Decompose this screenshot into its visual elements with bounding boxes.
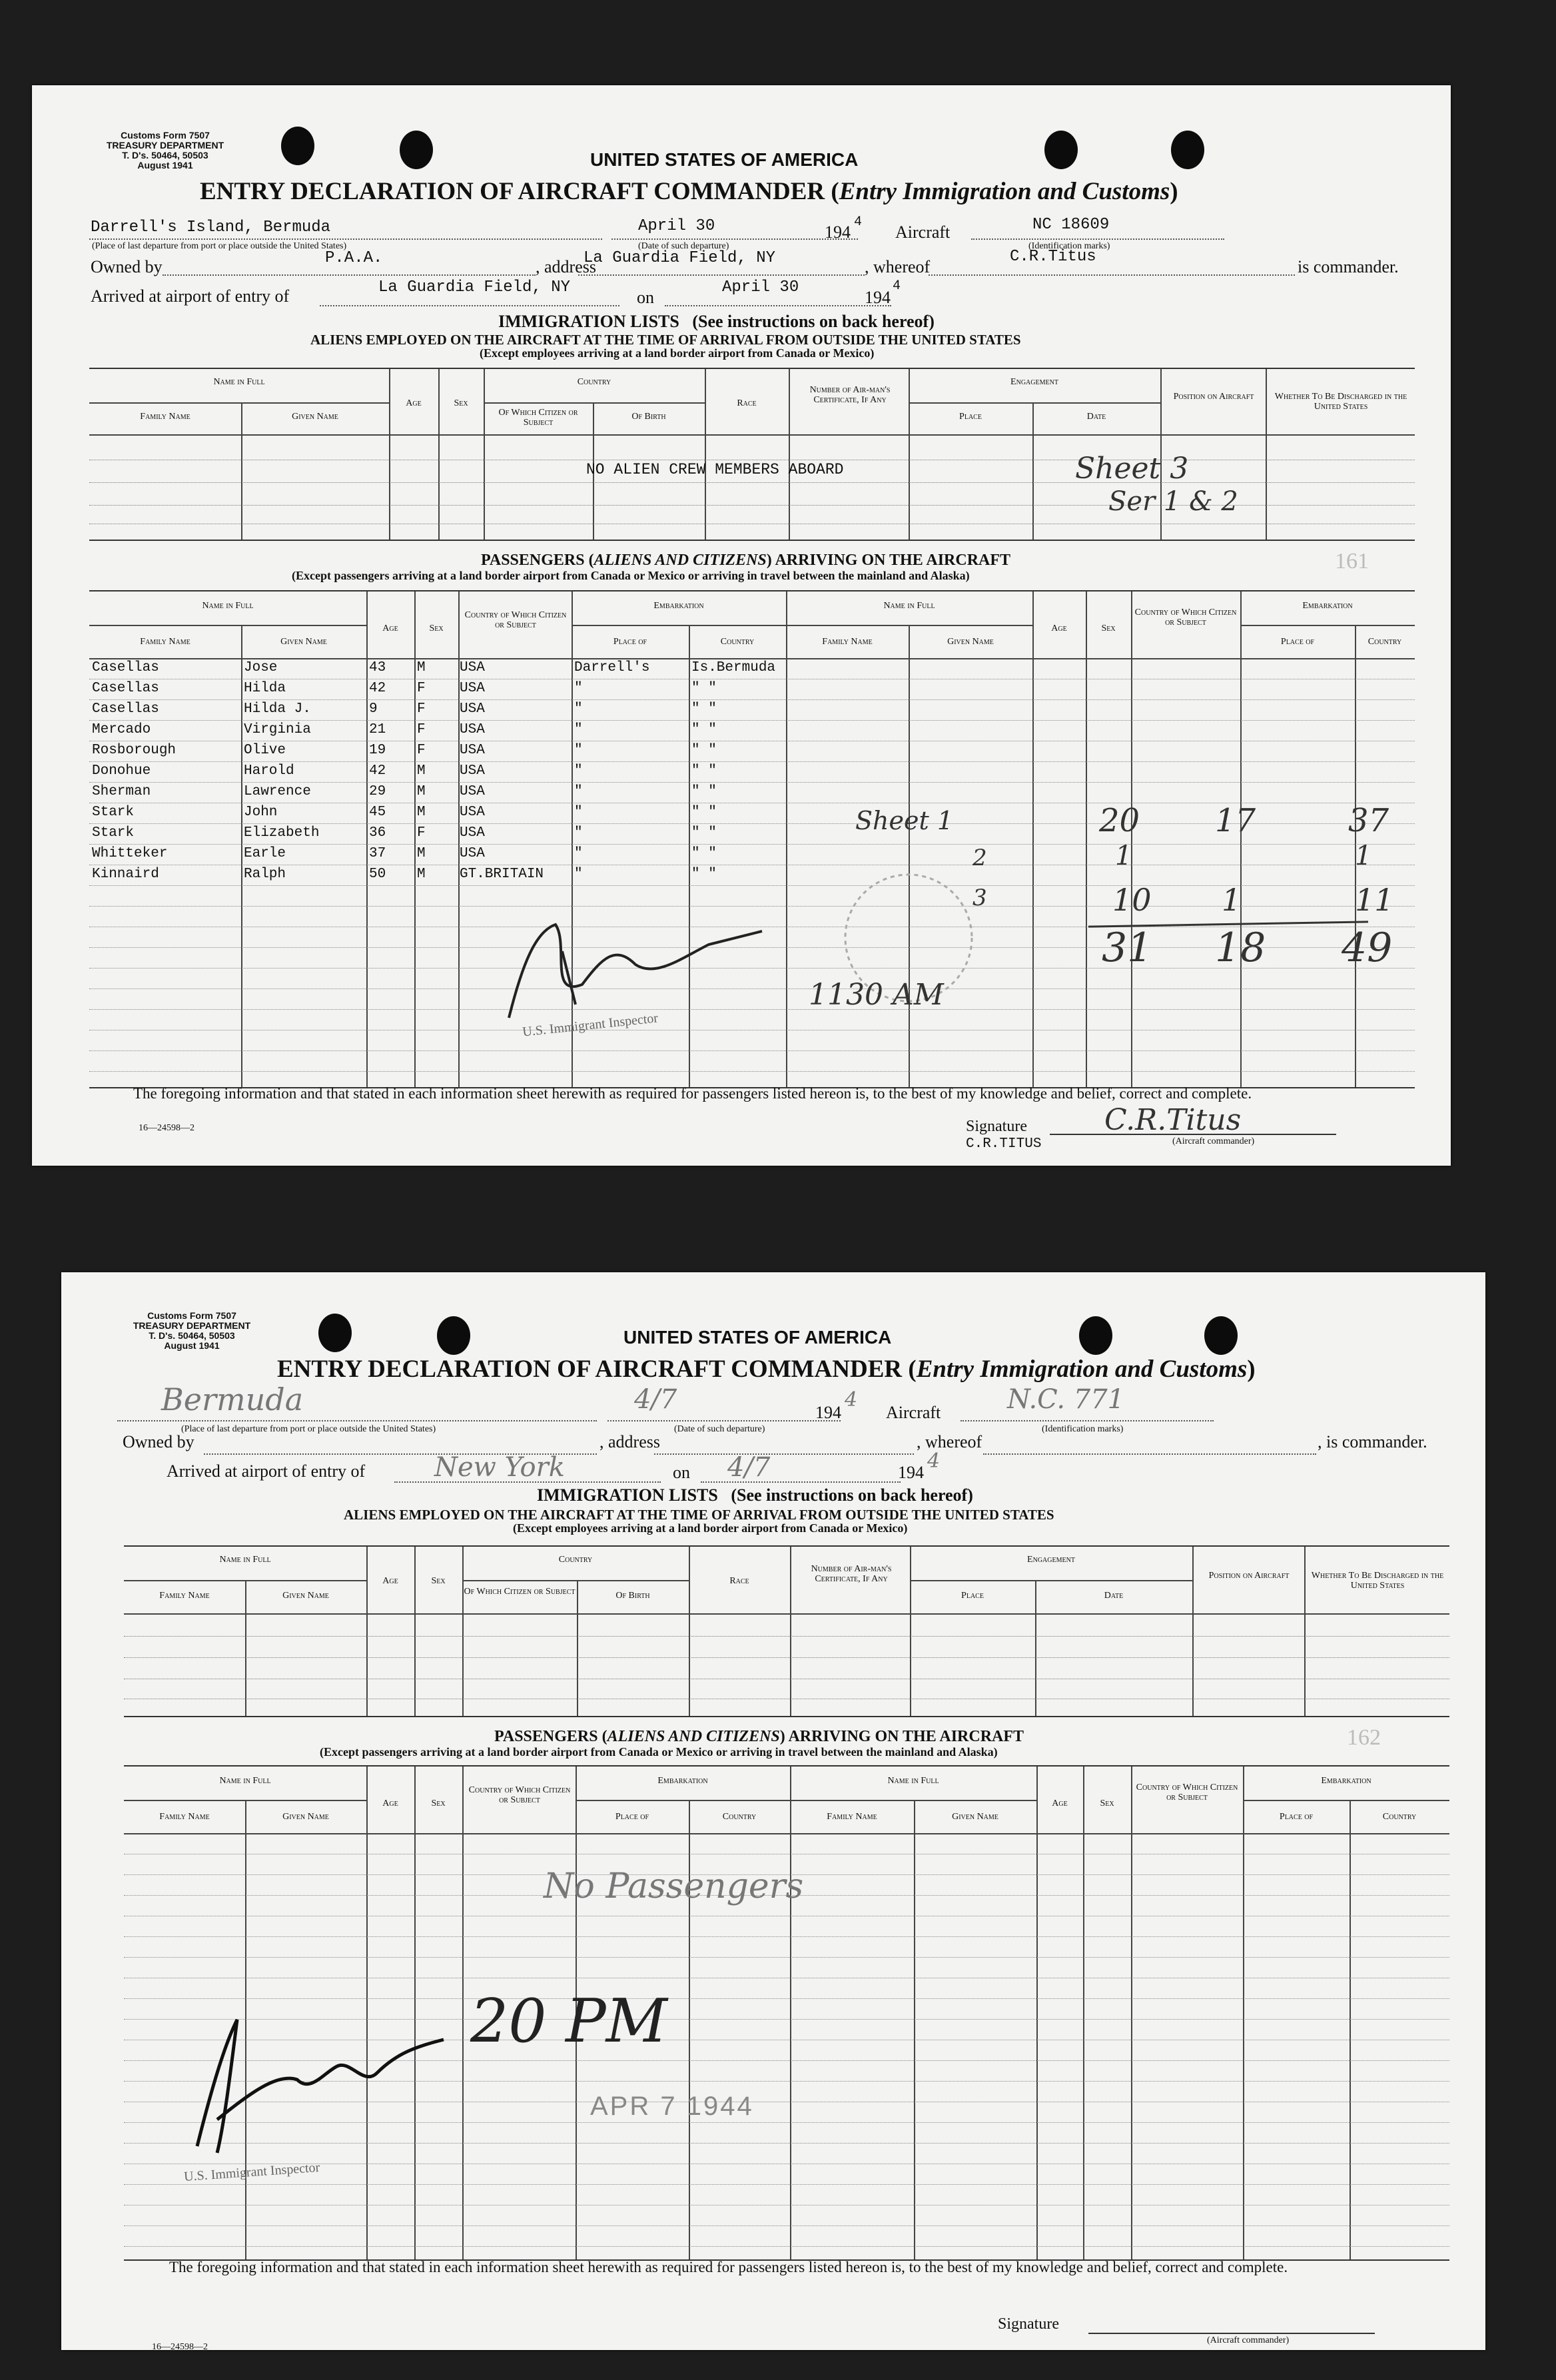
cell-age: 37 <box>369 846 386 861</box>
col-age: Age <box>406 398 422 408</box>
margin-number: 162 <box>1347 1725 1381 1750</box>
cell-family: Casellas <box>92 681 159 696</box>
col-sex: Sex <box>431 1798 446 1808</box>
passengers-heading: PASSENGERS (ALIENS AND CITIZENS) ARRIVING ON THE AIRCRAFT <box>494 1728 1024 1745</box>
tally-b: 18 <box>1215 925 1266 971</box>
col-family-name-2: Family Name <box>827 1812 877 1822</box>
cell-place: " <box>574 867 583 882</box>
col-place-of: Place of <box>613 637 647 647</box>
col-sex-2: Sex <box>1100 1798 1114 1808</box>
declaration-sheet-2 <box>61 1272 1485 2350</box>
col-sex-2: Sex <box>1101 623 1116 633</box>
date-stamp: APR 7 1944 <box>590 2092 754 2121</box>
cell-given: Hilda J. <box>244 701 311 717</box>
punch-hole <box>1171 131 1204 169</box>
table-row <box>124 2164 1449 2185</box>
form-number: 16—24598—2 <box>139 1123 195 1133</box>
col-place-of-2: Place of <box>1279 1812 1314 1822</box>
table-row <box>89 844 1415 865</box>
cell-place: " <box>574 701 583 717</box>
table-row <box>124 2205 1449 2226</box>
cell-citizen: USA <box>460 743 485 758</box>
arrival-airport: La Guardia Field, NY <box>378 278 571 296</box>
cell-sex: M <box>417 784 426 799</box>
col-race: Race <box>729 1576 749 1586</box>
col-family-name: Family Name <box>159 1812 210 1822</box>
date-of-departure: April 30 <box>638 217 715 235</box>
table-row <box>89 699 1415 721</box>
col-race: Race <box>737 398 757 408</box>
on-label: on <box>637 288 654 307</box>
cell-citizen: USA <box>460 681 485 696</box>
cell-given: Jose <box>244 660 278 675</box>
time-note: 20 PM <box>470 1986 667 2056</box>
aircraft-id: N.C. 771 <box>1007 1384 1125 1415</box>
col-position: Position on Aircraft <box>1208 1571 1290 1581</box>
cell-sex: M <box>417 846 426 861</box>
passengers-subheading: (Except passengers arriving at a land border airport from Canada or Mexico or arriving in travel between the mainland and Alaska) <box>292 569 970 582</box>
whereof-label: , whereof <box>917 1432 982 1451</box>
col-given-name: Given Name <box>282 1591 329 1601</box>
table-row <box>89 1050 1415 1072</box>
col-name-in-full-2: Name in Full <box>887 1776 939 1786</box>
crew-table <box>124 1545 1449 1717</box>
cell-sex: F <box>417 701 426 717</box>
passengers-heading-label: PASSENGERS <box>481 552 585 569</box>
cell-family: Sherman <box>92 784 151 799</box>
crew-table <box>89 368 1415 541</box>
aircraft-id: NC 18609 <box>1032 216 1110 234</box>
col-name-in-full: Name in Full <box>219 1555 271 1565</box>
punch-hole <box>437 1316 470 1355</box>
cell-sex: M <box>417 763 426 779</box>
col-country: Country <box>720 637 755 647</box>
table-row <box>89 761 1415 783</box>
time-note: 1130 AM <box>809 978 944 1012</box>
col-citizen-of-2: Country of Which Citizen or Subject <box>1136 1783 1238 1802</box>
col-age-2: Age <box>1052 1798 1068 1808</box>
punch-hole <box>400 131 433 169</box>
cell-family: Stark <box>92 825 135 841</box>
imm-lists-label: IMMIGRATION LISTS <box>498 312 679 331</box>
form-number: 16—24598—2 <box>152 2342 208 2352</box>
col-place-of-2: Place of <box>1280 637 1315 647</box>
aliens-subheading: (Except employees arriving at a land border airport from Canada or Mexico) <box>480 346 875 360</box>
table-row <box>124 2225 1449 2247</box>
caption-date: (Date of such departure) <box>674 1424 765 1434</box>
col-family-name: Family Name <box>159 1591 210 1601</box>
tally-a: 1 <box>1115 841 1132 871</box>
title-italic: Entry Immigration and Customs <box>839 178 1170 205</box>
col-engagement: Engagement <box>1010 377 1058 387</box>
tally-a: 10 <box>1112 882 1152 918</box>
col-discharged: Whether To Be Discharged in the United States <box>1274 392 1407 412</box>
caption-place: (Place of last departure from port or place outside the United States) <box>181 1424 436 1434</box>
year-prefix: 194 <box>825 222 851 242</box>
date-of-departure: 4/7 <box>634 1384 677 1415</box>
cell-place: " <box>574 763 583 779</box>
tally-c: 11 <box>1355 882 1394 918</box>
passenger-table <box>89 590 1415 1088</box>
cell-age: 43 <box>369 660 386 675</box>
passengers-heading-label: PASSENGERS <box>494 1728 598 1745</box>
cell-country: " " <box>691 763 717 779</box>
arrival-date: April 30 <box>722 278 799 296</box>
cell-citizen: USA <box>460 660 485 675</box>
cell-country: " " <box>691 784 717 799</box>
place-of-departure: Darrell's Island, Bermuda <box>91 218 331 236</box>
arrival-year-digit: 4 <box>927 1449 941 1473</box>
passengers-heading-rest: ARRIVING ON THE AIRCRAFT <box>775 552 1011 569</box>
cell-given: Olive <box>244 743 286 758</box>
tally-label: Sheet 1 <box>855 806 954 835</box>
title-main: ENTRY DECLARATION OF AIRCRAFT COMMANDER ( <box>277 1356 917 1383</box>
col-citizen-of-2: Country of Which Citizen or Subject <box>1134 607 1237 627</box>
inspector-signature <box>177 1993 457 2166</box>
tally-a: 31 <box>1102 925 1153 971</box>
imm-lists-label: IMMIGRATION LISTS <box>537 1485 718 1505</box>
col-given-name-2: Given Name <box>947 637 994 647</box>
col-discharged: Whether To Be Discharged in the United States <box>1311 1571 1444 1591</box>
cell-family: Kinnaird <box>92 867 159 882</box>
col-citizen-of: Country of Which Citizen or Subject <box>468 1785 571 1805</box>
cell-family: Donohue <box>92 763 151 779</box>
cell-sex: F <box>417 681 426 696</box>
form-number-label: Customs Form 7507 <box>147 1310 236 1321</box>
cell-given: Ralph <box>244 867 286 882</box>
caption-ident: (Identification marks) <box>1042 1424 1124 1434</box>
owner: P.A.A. <box>325 249 383 267</box>
cell-sex: F <box>417 722 426 737</box>
col-engagement-place: Place <box>961 1591 984 1601</box>
col-airman-cert: Number of Air-man's Certificate, If Any <box>811 1564 892 1584</box>
cell-country: " " <box>691 743 717 758</box>
table-row <box>124 1936 1449 1958</box>
cell-family: Mercado <box>92 722 151 737</box>
passengers-heading-rest: ARRIVING ON THE AIRCRAFT <box>788 1728 1024 1745</box>
form-date-label: August 1941 <box>137 160 193 171</box>
punch-hole <box>318 1314 352 1352</box>
cell-place: " <box>574 846 583 861</box>
cell-citizen: USA <box>460 846 485 861</box>
table-row <box>89 679 1415 700</box>
cell-age: 42 <box>369 763 386 779</box>
col-position: Position on Aircraft <box>1173 392 1254 402</box>
table-row <box>124 1957 1449 1978</box>
page-title <box>200 177 1178 206</box>
col-citizen-of: Of Which Citizen or Subject <box>464 1587 576 1597</box>
passenger-table <box>124 1765 1449 2261</box>
table-row <box>89 865 1415 886</box>
tally-c: 37 <box>1348 802 1389 839</box>
title-close: ) <box>1170 178 1178 205</box>
cell-sex: F <box>417 743 426 758</box>
tally-label: 3 <box>973 885 987 911</box>
cell-age: 36 <box>369 825 386 841</box>
col-age: Age <box>382 623 398 633</box>
col-of-birth: Of Birth <box>631 412 666 422</box>
td-label: T. D's. 50464, 50503 <box>149 1330 235 1341</box>
cell-family: Stark <box>92 805 135 820</box>
cell-given: Earle <box>244 846 286 861</box>
col-sex: Sex <box>454 398 468 408</box>
cell-sex: F <box>417 825 426 841</box>
col-country: Country <box>558 1555 593 1565</box>
page-title <box>277 1355 1256 1384</box>
col-of-birth: Of Birth <box>615 1591 650 1601</box>
col-family-name: Family Name <box>140 637 191 647</box>
col-name-in-full: Name in Full <box>202 601 254 611</box>
col-citizen-of: Country of Which Citizen or Subject <box>464 610 567 630</box>
no-passengers-note: No Passengers <box>544 1866 804 1906</box>
col-country-2: Country <box>1367 637 1402 647</box>
passengers-heading: PASSENGERS (ALIENS AND CITIZENS) ARRIVING ON THE AIRCRAFT <box>481 552 1011 569</box>
cell-given: John <box>244 805 278 820</box>
punch-hole <box>1044 131 1078 169</box>
signature-caption: (Aircraft commander) <box>1207 2335 1290 2345</box>
col-place-of: Place of <box>615 1812 649 1822</box>
cell-country: " " <box>691 825 717 841</box>
arrival-year-digit: 4 <box>893 278 901 294</box>
cell-age: 42 <box>369 681 386 696</box>
cell-country: " " <box>691 805 717 820</box>
cell-country: " " <box>691 681 717 696</box>
cell-citizen: USA <box>460 784 485 799</box>
owned-by-label: Owned by <box>91 257 163 276</box>
cell-place: Darrell's <box>574 660 650 675</box>
form-header <box>112 1311 272 1351</box>
commander-signature: C.R.Titus <box>1104 1103 1242 1137</box>
col-sex: Sex <box>431 1576 446 1586</box>
cell-family: Rosborough <box>92 743 177 758</box>
cell-country: " " <box>691 701 717 717</box>
col-embarkation-2: Embarkation <box>1321 1776 1371 1786</box>
col-engagement-date: Date <box>1086 412 1106 422</box>
caption-ident: (Identification marks) <box>1028 241 1110 251</box>
cell-sex: M <box>417 867 426 882</box>
tally-label: 2 <box>973 845 987 871</box>
title-italic: Entry Immigration and Customs <box>916 1356 1248 1383</box>
col-engagement-date: Date <box>1104 1591 1124 1601</box>
tally-b: 1 <box>1222 882 1242 918</box>
arrival-airport: New York <box>434 1452 565 1483</box>
address-label: , address <box>599 1432 660 1451</box>
is-commander-label: , is commander. <box>1318 1432 1427 1451</box>
table-row <box>124 2184 1449 2205</box>
signature-label: Signature <box>966 1118 1027 1135</box>
cell-country: " " <box>691 722 717 737</box>
col-engagement: Engagement <box>1027 1555 1075 1565</box>
col-given-name: Given Name <box>280 637 327 647</box>
passengers-heading-italic: ALIENS AND CITIZENS <box>593 552 767 569</box>
imm-lists-note: (See instructions on back hereof) <box>731 1485 973 1505</box>
cell-age: 21 <box>369 722 386 737</box>
td-label: T. D's. 50464, 50503 <box>122 150 208 161</box>
crew-note-ser: Ser 1 & 2 <box>1108 486 1238 517</box>
tally-a: 20 <box>1099 802 1140 839</box>
passengers-heading-italic: ALIENS AND CITIZENS <box>607 1728 780 1745</box>
cell-age: 50 <box>369 867 386 882</box>
tally-c: 1 <box>1355 841 1372 871</box>
col-embarkation-2: Embarkation <box>1302 601 1353 611</box>
cell-sex: M <box>417 805 426 820</box>
table-row <box>124 1916 1449 1937</box>
col-sex: Sex <box>429 623 444 633</box>
table-row <box>124 1833 1449 1854</box>
aircraft-label: Aircraft <box>886 1403 941 1422</box>
cell-given: Harold <box>244 763 294 779</box>
form-header <box>85 131 245 171</box>
cell-family: Casellas <box>92 701 159 717</box>
signature-caption: (Aircraft commander) <box>1172 1136 1255 1146</box>
cell-age: 29 <box>369 784 386 799</box>
col-name-in-full: Name in Full <box>213 377 265 387</box>
table-row <box>89 658 1415 679</box>
arrival-year-prefix: 194 <box>865 288 891 307</box>
cell-country: " " <box>691 846 717 861</box>
col-name-in-full: Name in Full <box>219 1776 271 1786</box>
table-row <box>89 720 1415 741</box>
country-title: UNITED STATES OF AMERICA <box>623 1327 892 1348</box>
certification-text: The foregoing information and that stated in each information sheet herewith as required for passengers listed hereon is, to the best of my knowledge and belief, correct and complete. <box>133 1085 1252 1102</box>
cell-age: 45 <box>369 805 386 820</box>
cell-place: " <box>574 722 583 737</box>
arrived-label: Arrived at airport of entry of <box>167 1461 366 1481</box>
cell-citizen: USA <box>460 701 485 717</box>
inspector-stamp: U.S. Immigrant Inspector <box>522 1010 659 1040</box>
aircraft-label: Aircraft <box>895 222 951 242</box>
margin-number: 161 <box>1335 549 1369 574</box>
whereof-label: , whereof <box>865 257 931 276</box>
commander-name: C.R.Titus <box>1010 248 1096 266</box>
country-title: UNITED STATES OF AMERICA <box>590 149 859 170</box>
cell-place: " <box>574 743 583 758</box>
col-given-name: Given Name <box>282 1812 329 1822</box>
cell-given: Lawrence <box>244 784 311 799</box>
crew-note-sheet: Sheet 3 <box>1075 452 1189 486</box>
cell-citizen: USA <box>460 805 485 820</box>
col-age-2: Age <box>1051 623 1067 633</box>
col-country-2: Country <box>1382 1812 1417 1822</box>
imm-lists-note: (See instructions on back hereof) <box>692 312 935 331</box>
cell-given: Elizabeth <box>244 825 320 841</box>
col-engagement-place: Place <box>959 412 982 422</box>
form-number-label: Customs Form 7507 <box>121 130 210 141</box>
form-date-label: August 1941 <box>164 1340 220 1351</box>
aliens-subheading: (Except employees arriving at a land border airport from Canada or Mexico) <box>513 1521 908 1535</box>
table-row <box>89 741 1415 762</box>
cell-family: Casellas <box>92 660 159 675</box>
cell-country: " " <box>691 867 717 882</box>
table-row <box>89 782 1415 803</box>
declaration-sheet-1 <box>32 85 1451 1166</box>
cell-sex: M <box>417 660 426 675</box>
certification-text: The foregoing information and that stated in each information sheet herewith as required for passengers listed hereon is, to the best of my knowledge and belief, correct and complete. <box>169 2259 1288 2275</box>
cell-place: " <box>574 825 583 841</box>
is-commander-label: is commander. <box>1298 257 1399 276</box>
aliens-heading: ALIENS EMPLOYED ON THE AIRCRAFT AT THE TIME OF ARRIVAL FROM OUTSIDE THE UNITED STATES <box>344 1507 1054 1523</box>
col-airman-cert: Number of Air-man's Certificate, If Any <box>809 385 891 405</box>
place-of-departure: Bermuda <box>161 1382 304 1417</box>
cell-family: Whitteker <box>92 846 168 861</box>
department-label: TREASURY DEPARTMENT <box>106 140 224 151</box>
caption-place: (Place of last departure from port or place outside the United States) <box>92 241 347 251</box>
arrival-year-prefix: 194 <box>898 1463 924 1482</box>
immigration-lists-heading <box>537 1485 973 1505</box>
col-given-name: Given Name <box>292 412 338 422</box>
col-country: Country <box>577 377 611 387</box>
on-label: on <box>673 1463 690 1482</box>
arrival-date: 4/7 <box>727 1452 771 1483</box>
cell-country: Is.Bermuda <box>691 660 776 675</box>
arrived-label: Arrived at airport of entry of <box>91 286 290 306</box>
inspector-stamp: U.S. Immigrant Inspector <box>183 2160 320 2185</box>
cell-place: " <box>574 805 583 820</box>
table-row <box>89 885 1415 907</box>
no-alien-crew-note: NO ALIEN CREW MEMBERS ABOARD <box>586 461 844 478</box>
signature-typed: C.R.TITUS <box>966 1136 1042 1152</box>
col-family-name-2: Family Name <box>822 637 873 647</box>
aliens-heading: ALIENS EMPLOYED ON THE AIRCRAFT AT THE TIME OF ARRIVAL FROM OUTSIDE THE UNITED STATES <box>310 332 1021 348</box>
col-age: Age <box>382 1798 398 1808</box>
address-label: , address <box>536 257 596 276</box>
col-age: Age <box>382 1576 398 1586</box>
cell-given: Hilda <box>244 681 286 696</box>
year-digit: 4 <box>845 1388 858 1411</box>
punch-hole <box>1204 1316 1238 1355</box>
owned-by-label: Owned by <box>123 1432 195 1451</box>
department-label: TREASURY DEPARTMENT <box>133 1320 251 1331</box>
col-embarkation: Embarkation <box>653 601 704 611</box>
punch-hole <box>1079 1316 1112 1355</box>
signature-label: Signature <box>998 2315 1059 2333</box>
col-family-name: Family Name <box>140 412 191 422</box>
col-given-name-2: Given Name <box>952 1812 998 1822</box>
immigration-lists-heading <box>498 312 935 332</box>
tally-b: 17 <box>1215 802 1256 839</box>
year-prefix: 194 <box>815 1403 841 1422</box>
col-country: Country <box>722 1812 757 1822</box>
col-name-in-full-2: Name in Full <box>883 601 935 611</box>
cell-citizen: USA <box>460 825 485 841</box>
cell-age: 9 <box>369 701 378 717</box>
col-embarkation: Embarkation <box>657 1776 708 1786</box>
cell-citizen: GT.BRITAIN <box>460 867 544 882</box>
passengers-subheading: (Except passengers arriving at a land border airport from Canada or Mexico or arriving in travel between the mainland and Alaska) <box>320 1745 998 1759</box>
cell-place: " <box>574 681 583 696</box>
cell-citizen: USA <box>460 763 485 779</box>
title-main: ENTRY DECLARATION OF AIRCRAFT COMMANDER ( <box>200 178 839 205</box>
cell-age: 19 <box>369 743 386 758</box>
cell-given: Virginia <box>244 722 311 737</box>
tally-c: 49 <box>1342 925 1393 971</box>
punch-hole <box>281 127 314 165</box>
cell-place: " <box>574 784 583 799</box>
title-close: ) <box>1247 1356 1256 1383</box>
caption-date: (Date of such departure) <box>638 241 729 251</box>
owner-address: La Guardia Field, NY <box>584 249 776 267</box>
cell-citizen: USA <box>460 722 485 737</box>
year-digit: 4 <box>854 214 863 230</box>
col-citizen-of: Of Which Citizen or Subject <box>498 408 578 428</box>
